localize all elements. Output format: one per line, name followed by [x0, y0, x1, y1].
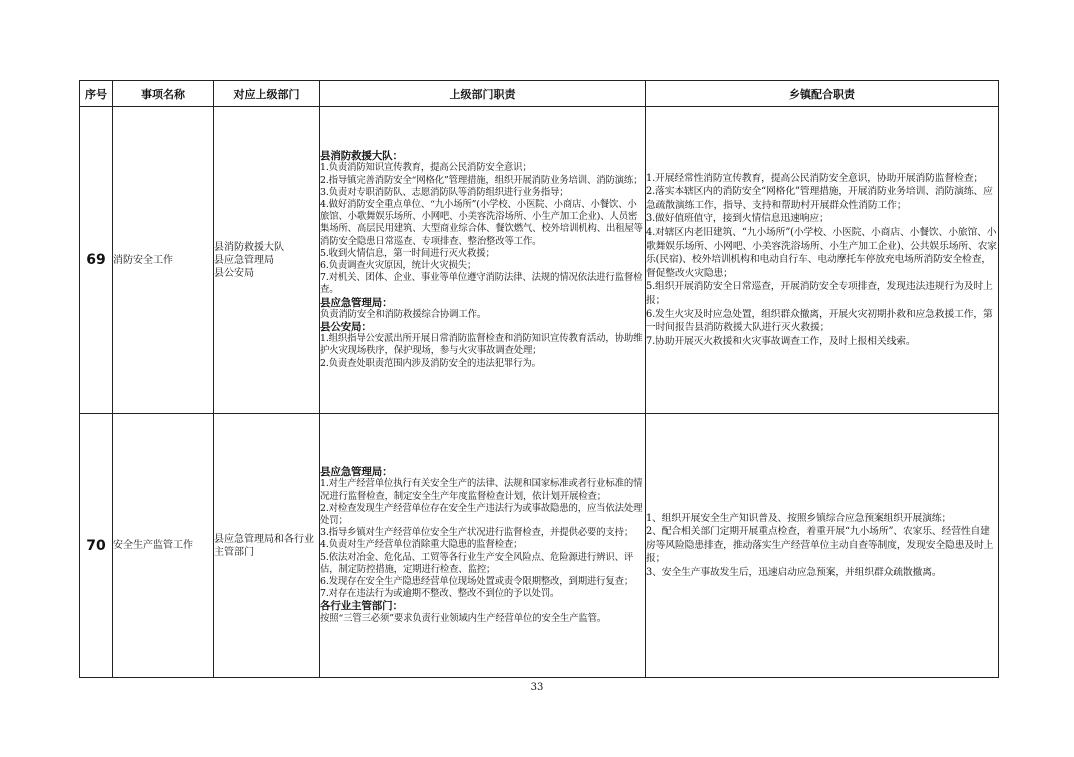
table-row — [80, 107, 999, 414]
department-line: 县消防救援大队 — [214, 241, 284, 253]
coop-item: 2.落实本辖区内的消防安全“网格化”管理措施，开展消防业务培训、消防演练、应急疏散演练工作，指导、支持和帮助村开展群众性消防工作； — [646, 186, 993, 211]
duty-item: 负责消防安全和消防救援综合协调工作。 — [320, 308, 487, 320]
header-no: 序号 — [80, 81, 113, 107]
department-line: 县应急管理局和各行业主管部门 — [214, 533, 314, 558]
coop-item: 6.发生火灾及时应急处置，组织群众撤离，开展火灾初期扑救和应急救援工作，第一时间报告县消防救援大队进行灭火救援； — [646, 308, 993, 334]
coop-item: 5.组织开展消防安全日常巡查，开展消防安全专项排查，发现违法违规行为及时上报； — [646, 281, 993, 306]
duty-item: 5.收到火情信息，第一时间进行灭火救援； — [320, 247, 495, 259]
duty-item: 5.依法对冶金、危化品、工贸等各行业生产安全风险点、危险源进行辨识、评估，制定防控措施，定期进行检查、监控； — [320, 551, 634, 575]
table-row — [80, 414, 999, 678]
coop-item: 1.开展经常性消防宣传教育，提高公民消防安全意识，协助开展消防监督检查； — [646, 172, 984, 184]
duty-item: 7.对存在违法行为或逾期不整改、整改不到位的予以处罚。 — [320, 588, 560, 600]
header-coop: 乡镇配合职责 — [646, 81, 999, 107]
header-dept: 对应上级部门 — [214, 81, 320, 107]
header-name: 事项名称 — [113, 81, 214, 107]
table-header-row — [80, 81, 999, 107]
cooperation-cell — [646, 107, 999, 414]
section-title: 县应急管理局： — [320, 296, 393, 309]
row-number: 70 — [80, 414, 113, 678]
duty-item: 2.负责查处职责范围内涉及消防安全的违法犯罪行为。 — [320, 357, 541, 369]
duty-item: 7.对机关、团体、企业、事业等单位遵守消防法律、法规的情况依法进行监督检查。 — [320, 272, 643, 296]
section-title: 县消防救援大队： — [320, 150, 403, 163]
duties-table — [79, 80, 999, 678]
duty-item: 3.负责对专职消防队、志愿消防队等消防组织进行业务指导； — [320, 186, 569, 198]
department-line: 县应急管理局 — [214, 254, 274, 266]
duty-item: 3.指导乡镇对生产经营单位安全生产状况进行监督检查，并提供必要的支持； — [320, 527, 634, 539]
coop-item: 1、组织开展安全生产知识普及、按照乡镇综合应急预案组织开展演练； — [646, 512, 952, 524]
duty-cell — [320, 414, 646, 678]
coop-item: 3、安全生产事故发生后，迅速启动应急预案，并组织群众疏散撤离。 — [646, 566, 942, 578]
section-title: 各行业主管部门： — [320, 600, 403, 613]
section-title: 县公安局： — [320, 321, 372, 334]
duty-item: 1.组织指导公安派出所开展日常消防监督检查和消防知识宣传教育活动，协助维护火灾现场秩序，保护现场，参与火灾事故调查处理； — [320, 333, 643, 357]
duty-item: 2.指导镇完善消防安全“网格化”管理措施，组织开展消防业务培训、消防演练； — [320, 174, 643, 186]
duty-item: 1.对生产经营单位执行有关安全生产的法律、法规和国家标准或者行业标准的情况进行监督检查，制定安全生产年度监督检查计划，依计划开展检查； — [320, 478, 643, 502]
department-cell — [214, 414, 320, 678]
section-title: 县应急管理局： — [320, 466, 393, 479]
duty-item: 1.负责消防知识宣传教育，提高公民消防安全意识； — [320, 162, 532, 174]
duty-item: 按照“三管三必须”要求负责行业领域内生产经营单位的安全生产监管。 — [320, 612, 607, 624]
coop-item: 3.做好值班值守，接到火情信息迅速响应； — [646, 213, 829, 225]
duty-item: 6.发现存在安全生产隐患经营单位现场处置或责令限期整改，到期进行复查； — [320, 576, 634, 587]
duty-item: 6.负责调查火灾原因，统计火灾损失； — [320, 260, 477, 271]
department-line: 县公安局 — [214, 267, 254, 279]
item-name: 消防安全工作 — [113, 107, 214, 414]
page-number: 33 — [530, 682, 544, 693]
cooperation-cell — [646, 414, 999, 678]
row-number: 69 — [80, 107, 113, 414]
duty-item: 4.负责对生产经营单位消除重大隐患的监督检查； — [320, 539, 523, 551]
coop-item: 4.对辖区内老旧建筑、“九小场所”(小学校、小医院、小商店、小餐饮、小旅馆、小歌舞娱乐场所、小网吧、小美容洗浴场所、小生产加工企业)、公共娱乐场所、农家乐(民宿)、校外培训机构和电动自行车、电动摩托车停放充电场所消防安全检查，督促整改火灾隐患； — [646, 227, 997, 279]
coop-item: 7.协助开展灭火救援和火灾事故调查工作，及时上报相关线索。 — [646, 335, 916, 347]
item-name: 安全生产监管工作 — [113, 414, 214, 678]
department-cell — [214, 107, 320, 414]
duty-cell — [320, 107, 646, 414]
duty-item: 4.做好消防安全重点单位、“九小场所”(小学校、小医院、小商店、小餐饮、小旅馆、小歌舞娱乐场所、小网吧、小美容洗浴场所、小生产加工企业)、人员密集场所、高层民用建筑、大型商业综合体、餐饮燃气、校外培训机构、出租屋等消防安全隐患日常巡查、专项排查、整治整改等工作。 — [320, 198, 643, 247]
coop-item: 2、配合相关部门定期开展重点检查，着重开展“九小场所”、农家乐、经营性自建房等风险隐患排查，推动落实生产经营单位主动自查等制度，发现安全隐患及时上报； — [646, 526, 994, 565]
duty-item: 2.对检查发现生产经营单位存在安全生产违法行为或事故隐患的，应当依法处理处罚； — [320, 502, 643, 526]
header-duty: 上级部门职责 — [320, 81, 646, 107]
